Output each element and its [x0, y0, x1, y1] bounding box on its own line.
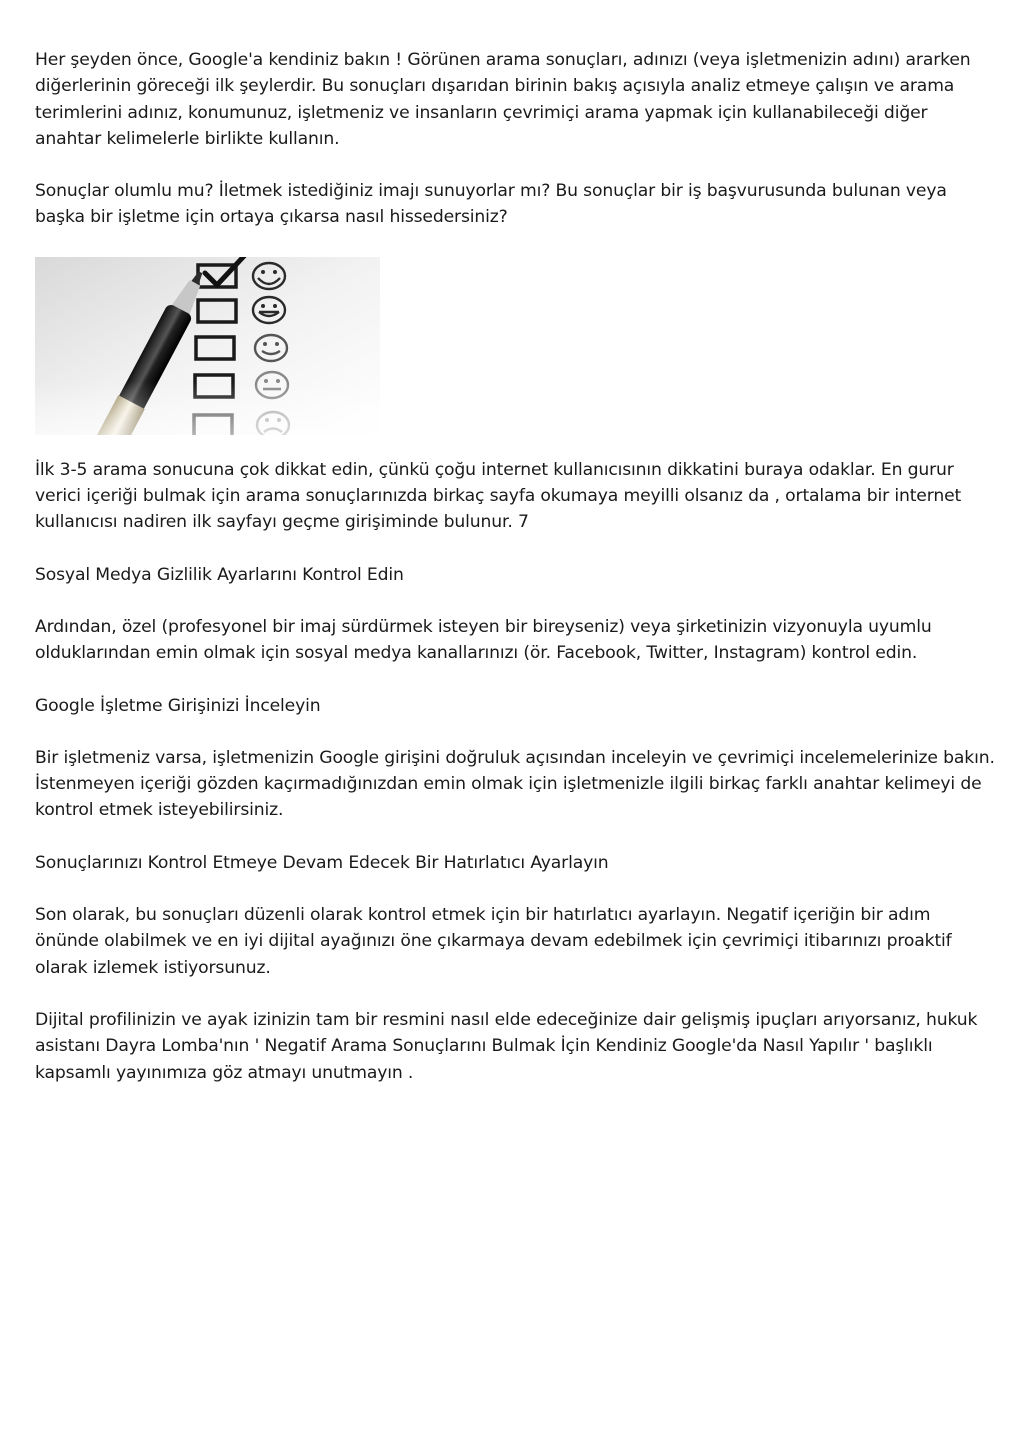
- paragraph-top-results: İlk 3-5 arama sonucuna çok dikkat edin, çünkü çoğu internet kullanıcısının dikkatini buraya odaklar. En gurur verici içeriği bulmak için arama sonuçlarınızda birkaç sayfa okumaya meyilli olsanız da , ortalama bir internet kullanıcısı nadiren ilk sayfayı geçme girişiminde bulunur. 7: [35, 459, 962, 533]
- paragraph-questions: Sonuçlar olumlu mu? İletmek istediğiniz imajı sunuyorlar mı? Bu sonuçlar bir iş başvurusunda bulunan veya başka bir işletme için ortaya çıkarsa nasıl hissedersiniz?: [35, 181, 947, 228]
- heading-social-media: Sosyal Medya Gizlilik Ayarlarını Kontrol Edin: [35, 564, 404, 585]
- paragraph-closing: Dijital profilinizin ve ayak izinizin tam bir resmini nasıl elde edeceğinize dair gelişmiş ipuçları arıyorsanız, hukuk asistanı Dayra Lomba'nın ' Negatif Arama Sonuçlarını Bulmak İçin Kendiniz Google'da Nasıl Yapılır ' başlıklı kapsamlı yayınımıza göz atmayı unutmayın .: [35, 1009, 978, 1083]
- paragraph-social-media: Ardından, özel (profesyonel bir imaj sürdürmek isteyen bir bireyseniz) veya şirketinizin vizyonuyla uyumlu olduklarından emin olmak için sosyal medya kanallarınızı (ör. Facebook, Twitter, Instagram) kontrol edin.: [35, 616, 932, 664]
- pen-checklist-image: [35, 257, 380, 435]
- document-page: [35, 47, 995, 1112]
- paragraph-google-business: Bir işletmeniz varsa, işletmenizin Google girişini doğruluk açısından inceleyin ve çevrimiçi incelemelerinize bakın. İstenmeyen içeriği gözden kaçırmadığınızdan emin olmak için işletmenizle ilgili birkaç farklı anahtar kelimeyi de kontrol etmek isteyebilirsiniz.: [35, 747, 995, 821]
- heading-google-business: Google İşletme Girişinizi İnceleyin: [35, 695, 321, 716]
- paragraph-reminder: Son olarak, bu sonuçları düzenli olarak kontrol etmek için bir hatırlatıcı ayarlayın. Negatif içeriğin bir adım önünde olabilmek ve en iyi dijital ayağınızı öne çıkarmaya devam edebilmek için çevrimiçi itibarınızı proaktif olarak izlemek istiyorsunuz.: [35, 905, 952, 978]
- heading-reminder: Sonuçlarınızı Kontrol Etmeye Devam Edecek Bir Hatırlatıcı Ayarlayın: [35, 852, 609, 873]
- paragraph-intro: Her şeyden önce, Google'a kendiniz bakın ! Görünen arama sonuçları, adınızı (veya işletmenizin adını) ararken diğerlerinin göreceği ilk şeylerdir. Bu sonuçları dışarıdan birinin bakış açısıyla analiz etmeye çalışın ve arama terimlerini adınız, konumunuz, işletmeniz ve insanların çevrimiçi arama yapmak için kullanabileceği diğer anahtar kelimelerle birlikte kullanın.: [35, 50, 971, 149]
